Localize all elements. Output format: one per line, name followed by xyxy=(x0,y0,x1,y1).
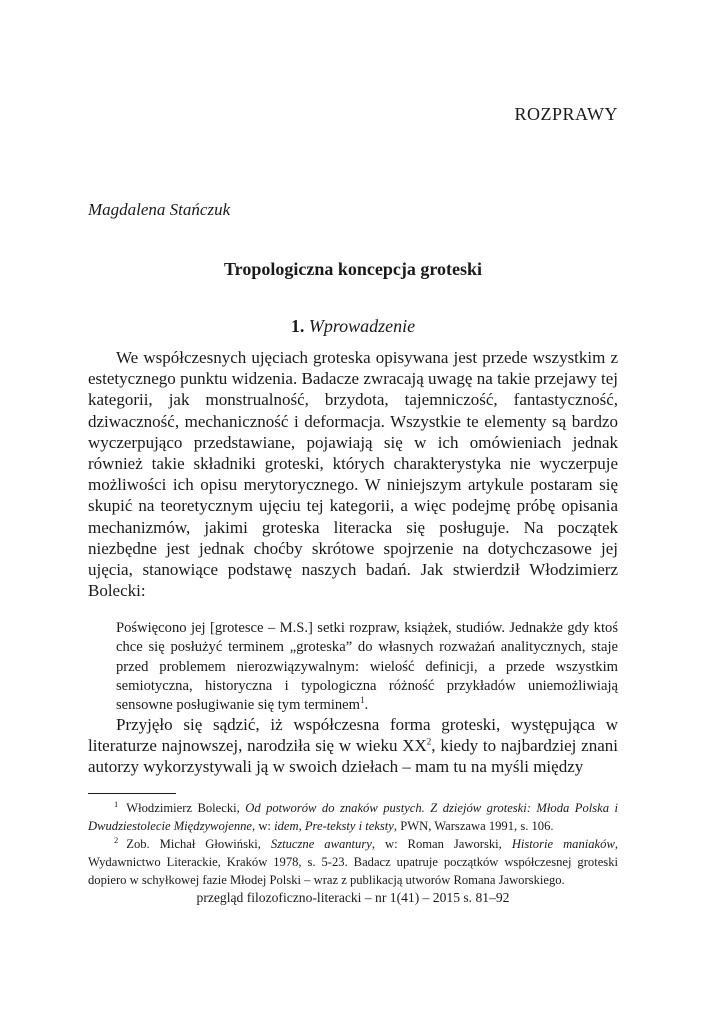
footnote-1-title2: Pre-teksty i teksty xyxy=(304,819,394,833)
footnote-1-idem: idem xyxy=(274,819,299,833)
journal-footer: przegląd filozoficzno-literacki – nr 1(41) – 2015 s. 81–92 xyxy=(196,890,510,905)
footnote-2-number: 2 xyxy=(114,834,119,845)
section-title: Wprowadzenie xyxy=(308,316,416,336)
footnote-1-sep: , xyxy=(298,819,305,833)
footnote-2-in: , w: Roman Jaworski, xyxy=(371,837,512,851)
footnote-1-publisher: , PWN, Warszawa 1991, s. 106. xyxy=(393,819,554,833)
body-paragraph-2 xyxy=(88,714,618,778)
footnote-2-author: Zob. Michał Głowiński, xyxy=(126,837,271,851)
footnote-1 xyxy=(88,799,618,835)
footnote-2-title2: Historie maniaków xyxy=(511,837,615,851)
footnote-1-in: , w: xyxy=(252,819,275,833)
footnote-1-number: 1 xyxy=(114,798,119,809)
footnote-1-title: Od potworów do znaków pustych. Z dziejów groteski: Młoda Polska i Dwudziestolecie Międzywojenne xyxy=(88,801,618,833)
footnote-2 xyxy=(88,835,618,889)
footnote-1-author: Włodzimierz Bolecki, xyxy=(126,801,246,815)
footnote-ref-2[interactable]: 2 xyxy=(426,736,432,747)
p2-text-a: Przyjęło się sądzić, iż współczesna forma groteski, występująca w literaturze najnowszej, narodziła się w wieku XX xyxy=(88,715,618,756)
article-title: Tropologiczna koncepcja groteski xyxy=(224,259,482,279)
footnote-ref-1[interactable]: 1 xyxy=(360,695,365,706)
section-label: ROZPRAWY xyxy=(514,104,618,124)
journal-page xyxy=(88,0,618,1024)
quote-end: . xyxy=(364,697,369,714)
block-quote xyxy=(116,619,618,715)
footnote-2-title: Sztuczne awantury xyxy=(270,837,372,851)
author-name: Magdalena Stańczuk xyxy=(88,200,231,219)
p2-text-b: , kiedy to najbardziej znani autorzy wykorzystywali ją w swoich dziełach – mam tu na myśli między xyxy=(88,736,618,777)
footnote-divider xyxy=(88,793,176,794)
section-number: 1. xyxy=(290,316,305,336)
quote-text: Poświęcono jej [grotesce – M.S.] setki rozpraw, książek, studiów. Jednakże gdy ktoś chce się posłużyć terminem „groteska” do własnych rozważań analitycznych, staje przed problemem nierozwiązywalnym: wielość definicji, a przede wszystkim semiotyczna, historyczna i typologiczna różność przykładów uniemożliwiają sensowne posługiwanie się tym terminem xyxy=(116,620,618,714)
section-heading xyxy=(88,316,618,337)
footnote-2-publisher: , Wydawnictwo Literackie, Kraków 1978, s. 5-23. Badacz upatruje początków współczesnej groteski dopiero w schyłkowej fazie Młodej Polski – wraz z publikacją utworów Romana Jaworskiego. xyxy=(88,837,618,887)
body-paragraph-1: We współczesnych ujęciach groteska opisywana jest przede wszystkim z estetycznego punktu widzenia. Badacze zwracają uwagę na takie przejawy tej kategorii, jak monstrualność, brzydota, tajemniczość, fantastyczność, dziwaczność, mechaniczność i deformacja. Wszystkie te elementy są bardzo wyczerpująco przedstawiane, pojawiają się w ich omówieniach jednak również takie składniki groteski, których charakterystyka nie wyczerpuje możliwości ich opisu merytorycznego. W niniejszym artykule postaram się skupić na teoretycznym ujęciu tej kategorii, a więc podejmę próbę opisania mechanizmów, jakimi groteska literacka się posługuje. Na początek niezbędne jest jednak choćby skrótowe spojrzenie na dotychczasowe jej ujęcia, stanowiące podstawę naszych badań. Jak stwierdził Włodzimierz Bolecki: xyxy=(88,348,618,601)
